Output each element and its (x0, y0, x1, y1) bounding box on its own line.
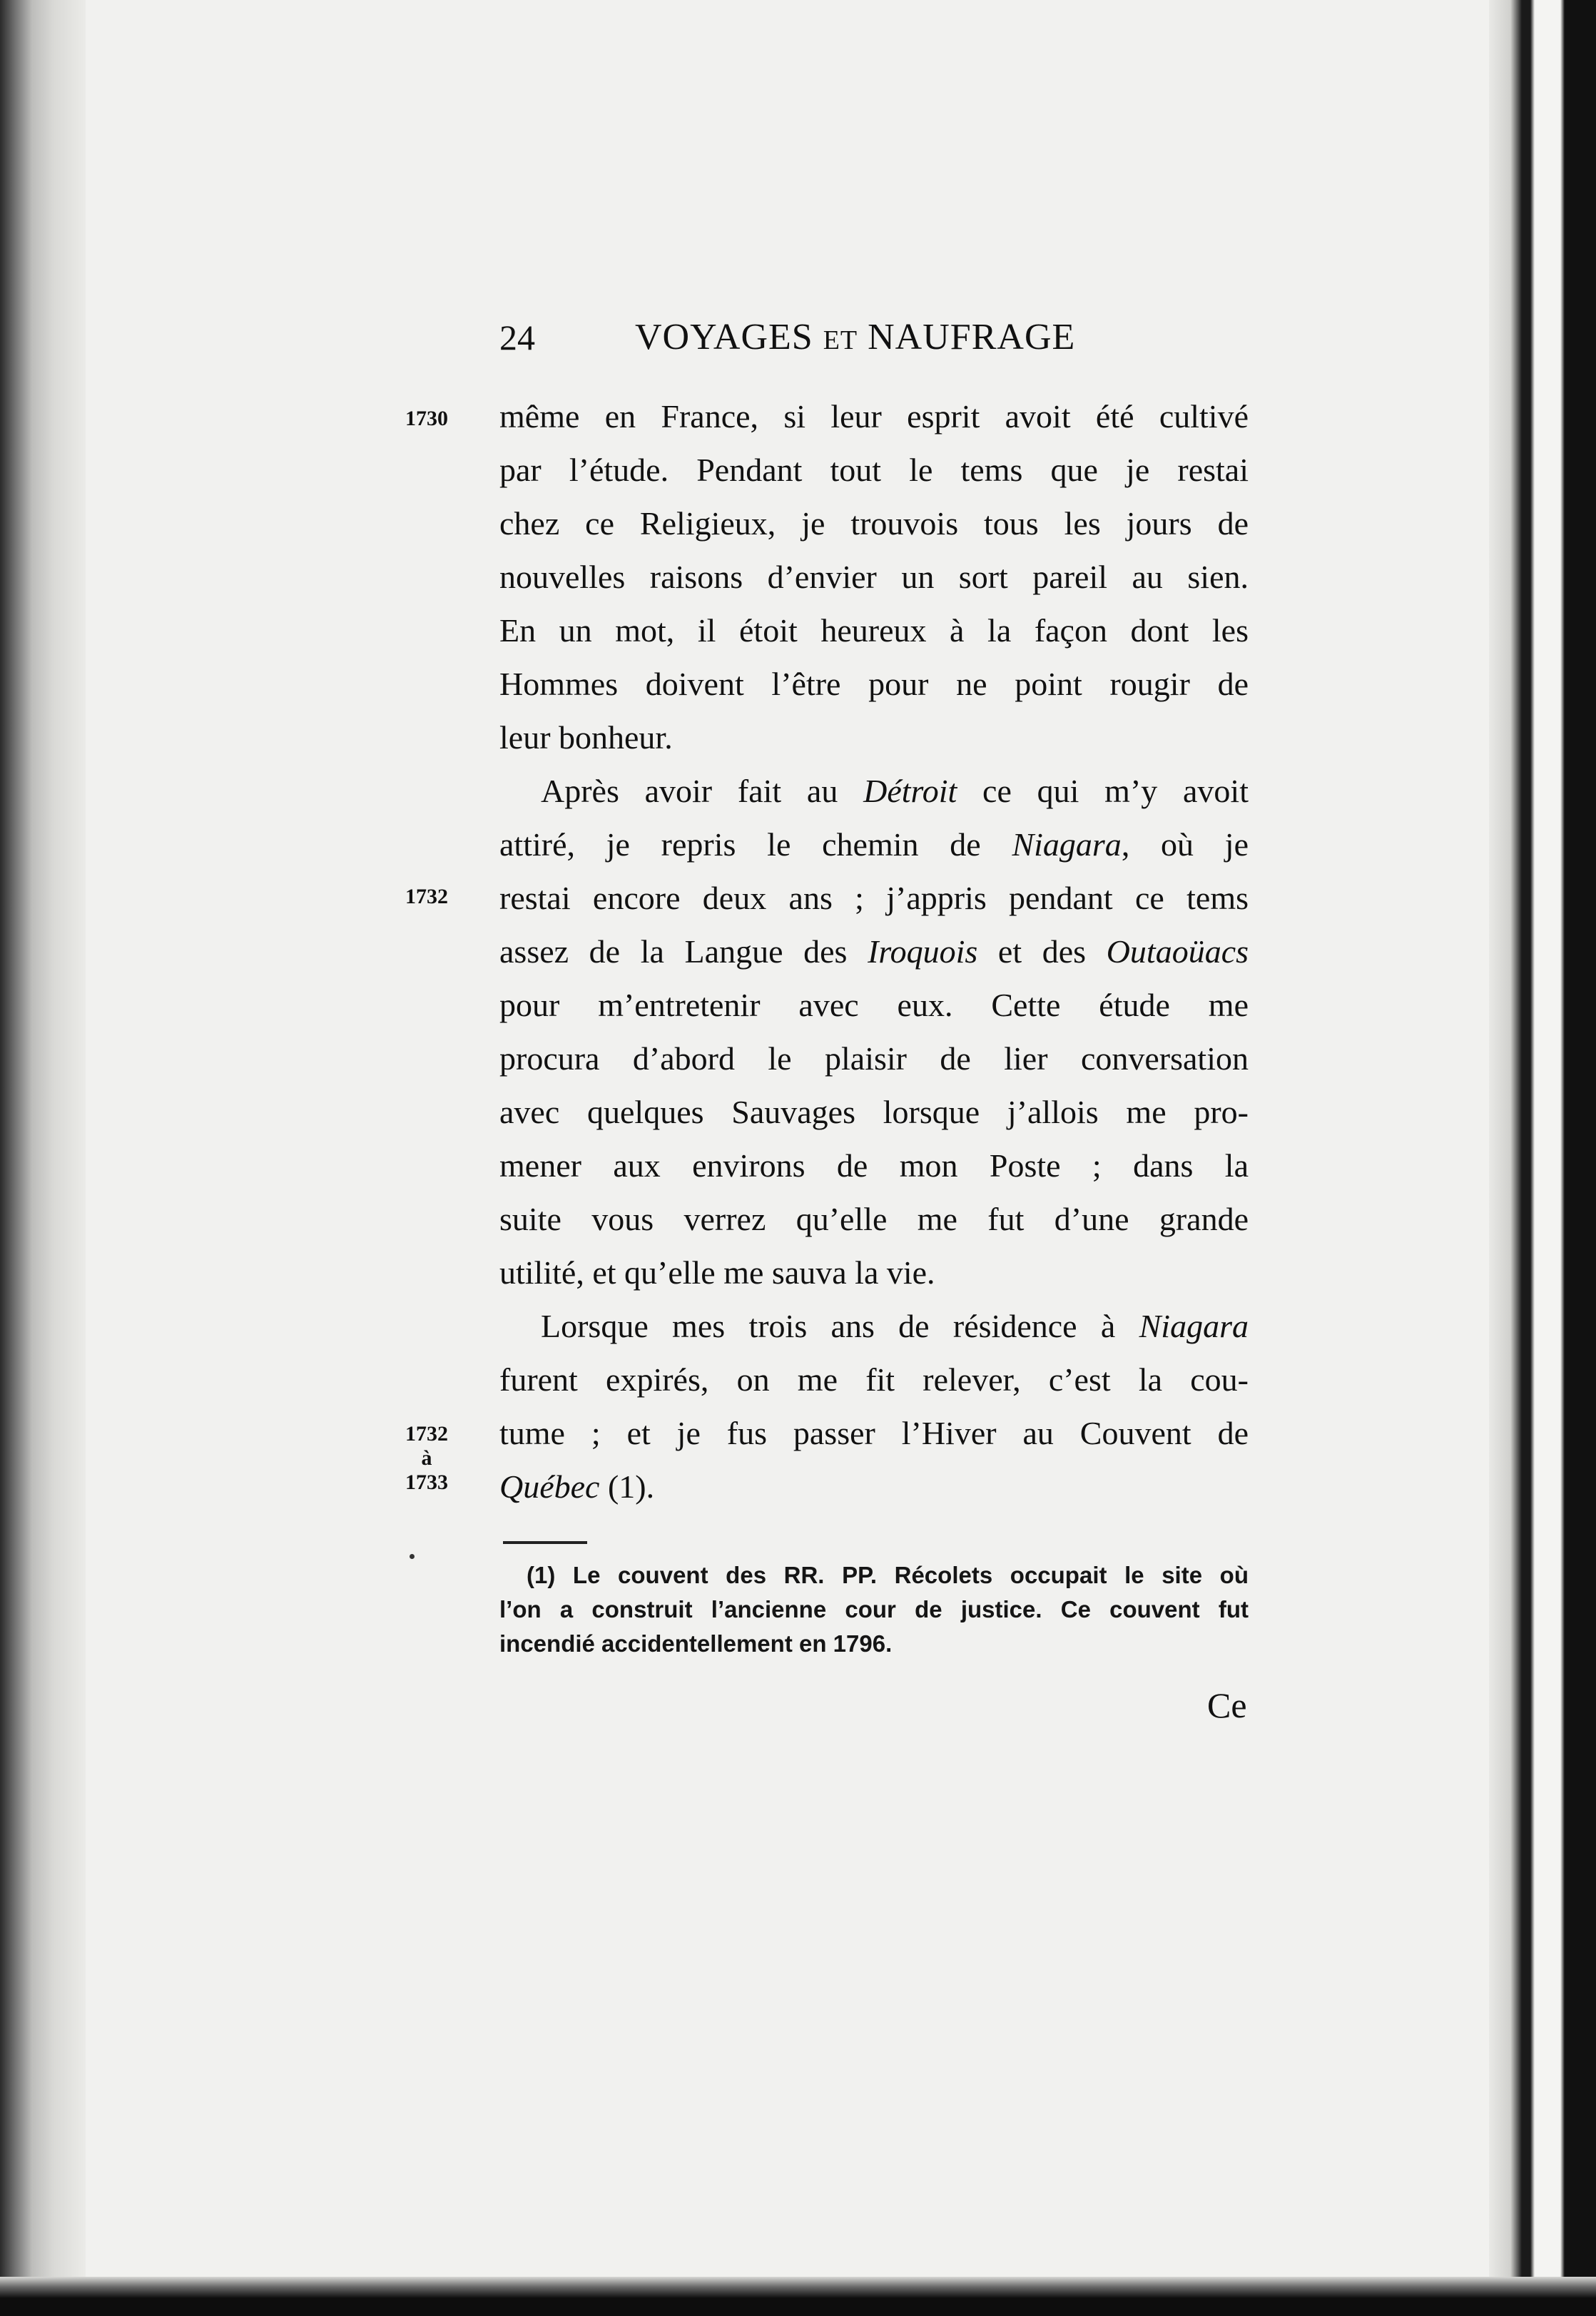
binding-edge (0, 0, 86, 2316)
paragraph-2 (499, 764, 1249, 1299)
text-line: procura d’abord le plaisir de lier conversation (499, 1040, 1249, 1077)
footnote (499, 1558, 1249, 1661)
page-number: 24 (499, 318, 535, 357)
text-run: et des (977, 933, 1107, 970)
text-line (499, 1460, 1249, 1513)
text-line: pour m’entretenir avec eux. Cette étude me (499, 987, 1249, 1023)
text-line: tume ; et je fus passer l’Hiver au Couvent de (499, 1415, 1249, 1451)
text-run: Lorsque mes trois ans de résidence à (541, 1308, 1139, 1344)
margin-range-mid: à (421, 1446, 432, 1470)
italic-tribe-name: Outaoüacs (1106, 933, 1249, 970)
text-line: restai encore deux ans ; j’appris pendant ce tems (499, 880, 1249, 916)
title-voyages: VOYAGES (635, 317, 813, 357)
text-run: ce qui m’y avoit (957, 773, 1249, 809)
margin-range-end: 1733 (405, 1471, 448, 1494)
italic-place-name: Niagara (1139, 1308, 1249, 1344)
page-right-edge (1489, 0, 1596, 2316)
text-line: même en France, si leur esprit avoit été cultivé (499, 398, 1249, 435)
text-run: Après avoir fait au (541, 773, 864, 809)
paragraph-1 (499, 390, 1249, 764)
text-line (499, 1299, 1249, 1353)
margin-year-1730: 1730 (405, 407, 448, 430)
text-line: utilité, et qu’elle me sauva la vie. (499, 1254, 935, 1291)
text-run: assez de la Langue des (499, 933, 868, 970)
text-line (499, 764, 1249, 818)
text-line: chez ce Religieux, je trouvois tous les jours de (499, 505, 1249, 542)
text-run: attiré, je repris le chemin de (499, 826, 1012, 863)
text-line: avec quelques Sauvages lorsque j’allois me pro- (499, 1094, 1249, 1130)
title-et: ET (823, 325, 858, 355)
margin-year-1732: 1732 (405, 885, 448, 908)
catchword: Ce (1207, 1685, 1247, 1725)
ink-speck (410, 1554, 415, 1559)
text-line: nouvelles raisons d’envier un sort pareil au sien. (499, 559, 1249, 595)
text-run: , où je (1121, 826, 1249, 863)
footnote-line: (1) Le couvent des RR. PP. Récolets occupait le site où (527, 1562, 1249, 1588)
running-header (499, 313, 1127, 362)
page-bottom-edge (0, 2277, 1596, 2316)
text-run: (1). (599, 1468, 655, 1505)
margin-range-start: 1732 (405, 1422, 448, 1446)
text-line: mener aux environs de mon Poste ; dans la (499, 1147, 1249, 1184)
italic-tribe-name: Iroquois (868, 933, 978, 970)
text-line: furent expirés, on me fit relever, c’est la cou- (499, 1361, 1249, 1398)
text-line: suite vous verrez qu’elle me fut d’une grande (499, 1201, 1249, 1237)
footnote-line: l’on a construit l’ancienne cour de justice. Ce couvent fut (499, 1596, 1249, 1622)
body-text (499, 390, 1249, 1513)
text-line: Hommes doivent l’être pour ne point rougir de (499, 666, 1249, 702)
text-line: par l’étude. Pendant tout le tems que je restai (499, 452, 1249, 488)
title-naufrage: NAUFRAGE (868, 317, 1076, 357)
running-title (635, 313, 1075, 365)
margin-year-range (398, 1422, 455, 1495)
italic-place-name: Niagara (1012, 826, 1122, 863)
italic-place-name: Détroit (863, 773, 957, 809)
text-line (499, 925, 1249, 978)
footnote-line: incendié accidentellement en 1796. (499, 1630, 893, 1657)
text-line: En un mot, il étoit heureux à la façon dont les (499, 612, 1249, 649)
text-line (499, 818, 1249, 871)
paragraph-3 (499, 1299, 1249, 1513)
text-line: leur bonheur. (499, 719, 673, 756)
footnote-rule (503, 1541, 587, 1544)
italic-place-name: Québec (499, 1468, 600, 1505)
